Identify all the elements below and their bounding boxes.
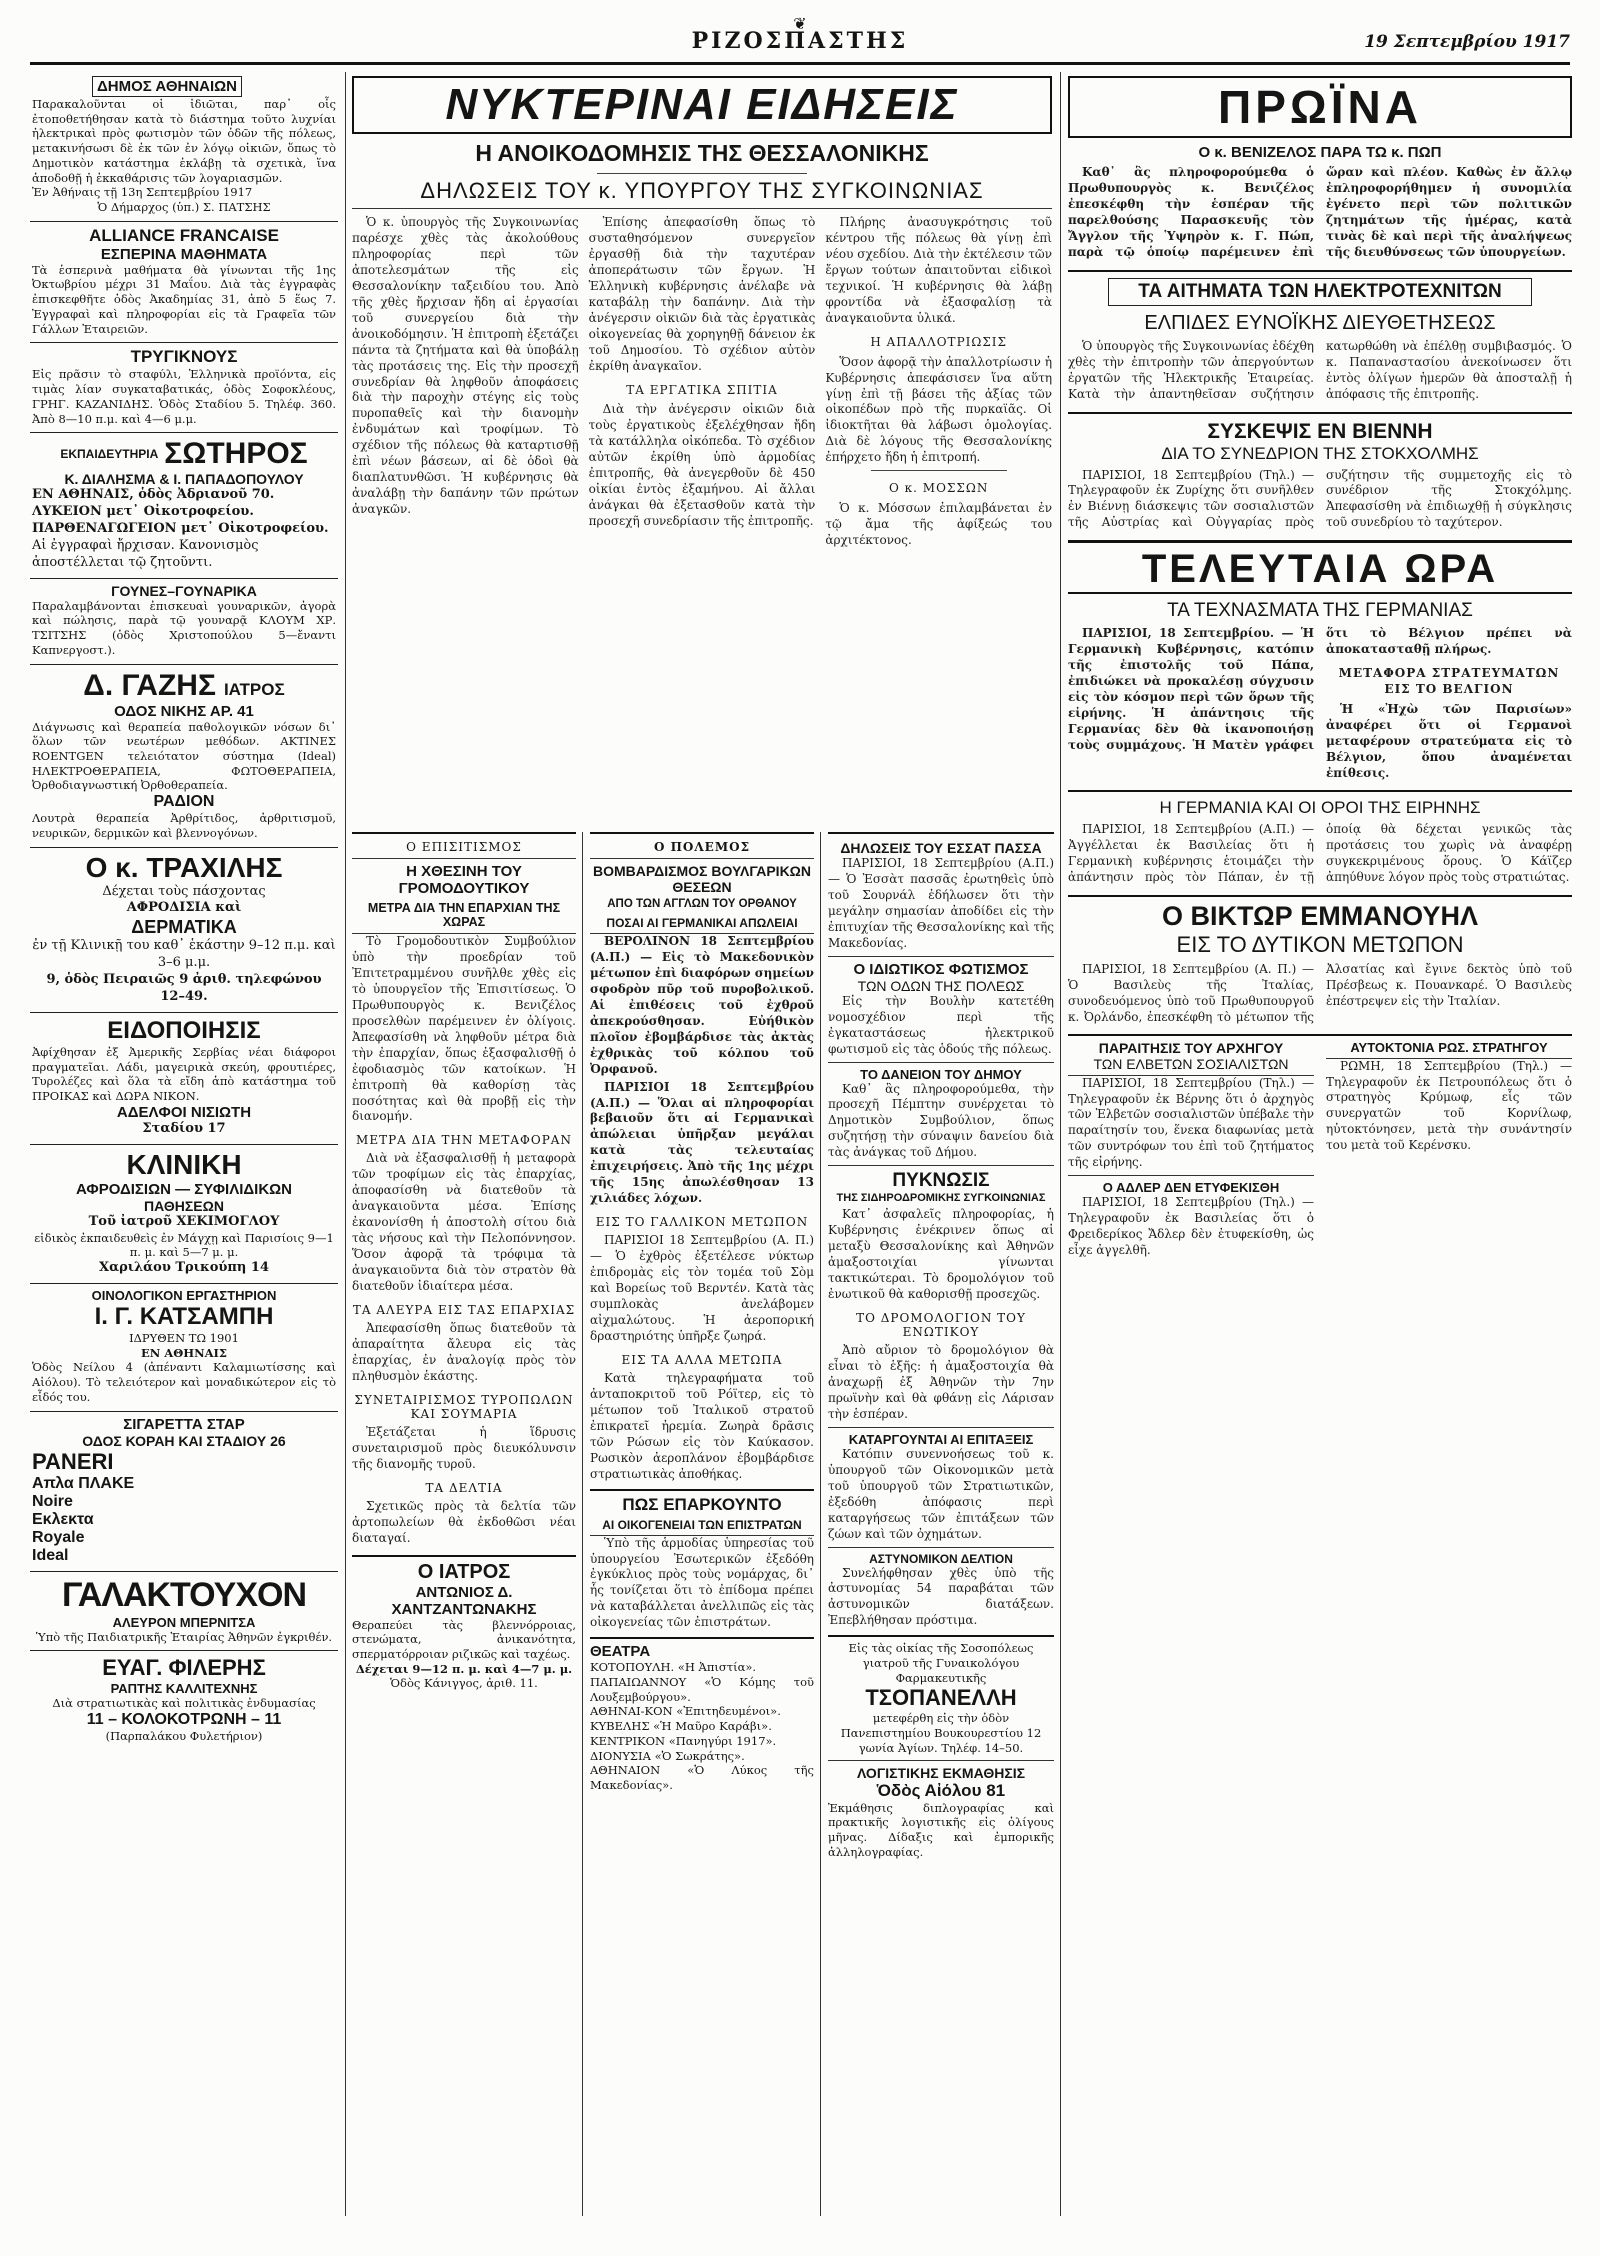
paneri-line: Eκλεκτα bbox=[32, 1510, 94, 1528]
grom-title: Η ΧΘΕΣΙΝΗ ΤΟΥ ΓΡΟΜΟΔΟΥΤΙΚΟΥ bbox=[352, 858, 576, 897]
iatros-name: ΑΝΤΩΝΙΟΣ Δ. ΧΑΝΤΖΑΝΤΩΝΑΚΗΣ bbox=[391, 1583, 537, 1618]
theatre-listing: ΔΙΟΝΥΣΙΑ «Ὁ Σωκράτης». bbox=[590, 1748, 745, 1763]
tsopanelli-title: ΤΣΟΠΑΝΕΛΛΗ bbox=[865, 1685, 1017, 1711]
alla-text: Κατὰ τηλεγραφήματα τοῦ ἀνταποκριτοῦ τοῦ Ρόϊτερ, εἰς τὸ μέτωπον τοῦ Ἰταλικοῦ στρατοῦ ἐπικρατεῖ ἠρεμία. Ζωηρὰ δρᾶσις τῶν Ρώσων εἰς τὸν Καύκασον. Ρωσικὸν ἀεροπλάνον ἐβομβάρδισε στρατιωτικὰς ἀποθήκας. bbox=[590, 1370, 814, 1481]
gazis-role: ΙΑΤΡΟΣ bbox=[223, 679, 285, 699]
eirini-text: ΠΑΡΙΣΙΟΙ, 18 Σεπτεμβρίου (Α.Π.) — Ἀγγέλλεται ἐκ Βασιλείας ὅτι ἡ Γερμανικὴ κυβέρνησις ἑτοιμάζει τὴν ἀπάντησιν πρὸς τὸν Πάπαν, ἐν τῇ ὁποίᾳ θὰ δέχεται γενικῶς τὰς προτάσεις του χωρὶς νὰ ἀναφέρῃ συγκεκριμένους ὅρους. Ὁ Κάϊζερ ἀπηύθυνε λόγον πρὸς τοὺς στρατιώτας. bbox=[1068, 821, 1572, 884]
radion-text: Λουτρὰ θεραπεία Ἀρθρίτιδος, ἀρθριτισμοῦ, νευρικῶν, δερμικῶν καὶ βλεννογόνων. bbox=[32, 811, 336, 840]
fileris-text: Διὰ στρατιωτικὰς καὶ πολιτικὰς ἐνδυμασίας bbox=[52, 1696, 316, 1711]
viktor-text: ΠΑΡΙΣΙΟΙ, 18 Σεπτεμβρίου (Α. Π.) — Ὁ Βασιλεὺς τῆς Ἰταλίας, συνοδευόμενος ὑπὸ τοῦ Πρωθυπουργοῦ κ. Ὀρλάνδο, ἐπεσκέφθη τὸ μέτωπον τῆς Ἀλσατίας καὶ ἔγινε δεκτὸς ὑπὸ τοῦ Πρέσβεως κ. Πουανκαρέ. Ὁ Βασιλεὺς ἐπέστρεψεν εἰς τὴν Ἰταλίαν. bbox=[1068, 961, 1572, 1024]
viennis-text: ΠΑΡΙΣΙΟΙ, 18 Σεπτεμβρίου (Τηλ.) — Τηλεγραφοῦν ἐκ Ζυρίχης ὅτι συνῆλθεν ἐν Βιέννῃ διάσκεψις τῶν σοσιαλιστῶν τῆς Αὐστρίας καὶ Οὐγγαρίας πρὸς συζήτησιν τῆς συμμετοχῆς εἰς τὸ συνέδριον τῆς Στοκχόλμης. Ἀπεφασίσθη νὰ ἐπιδιωχθῇ ἡ σύγκλησις τοῦ συνεδρίου τὸ ταχύτερον. bbox=[1068, 467, 1572, 530]
theatra-box bbox=[590, 1637, 814, 1792]
trygonos-text: Εἰς πρᾶσιν τὸ σταφύλι, Ἑλληνικὰ προϊόντα, εἰς τιμὰς λίαν συγκαταβατικάς, ὁδὸς Σοφοκλέους, ΓΡΗΓ. ΚΑΖΑΝΙΔΗΣ. Ὁδὸς Σταδίου 5. Τηλέφ. 360. Ἀπὸ 8—10 π.μ. καὶ 4—6 μ.μ. bbox=[32, 367, 336, 426]
story1-col3-text: Πλήρης ἀνασυγκρότησις τοῦ κέντρου τῆς πόλεως θὰ γίνῃ ἐπὶ νέου σχεδίου. Διὰ τὴν ἐκτέλεσιν τῶν ἔργων τούτων ἀπαιτοῦνται εἰδικοὶ τεχνικοί. Ἡ κυβέρνησις θὰ λάβῃ φροντίδα νὰ ἐξασφαλίσῃ τὰ ἀναγκαιοῦντα ὑλικά. bbox=[825, 215, 1052, 325]
gounes-ad bbox=[30, 579, 338, 665]
pyknosis-sub: ΤΗΣ ΣΙΔΗΡΟΔΡΟΜΙΚΗΣ ΣΥΓΚΟΙΝΩΝΙΑΣ bbox=[836, 1192, 1046, 1205]
alliance-sub: ΕΣΠΕΡΙΝΑ ΜΑΘΗΜΑΤΑ bbox=[100, 245, 268, 263]
star-addr: ΟΔΟΣ ΚΟΡΑΗ ΚΑΙ ΣΤΑΔΙΟΥ 26 bbox=[82, 1432, 286, 1449]
story1-col1 bbox=[352, 215, 579, 855]
eidopoiisis-text: Ἀφίχθησαν ἐξ Ἀμερικῆς Σερβίας νέαι διάφοροι πραγματεῖαι. Λάδι, μαγειρικὰ σκεύη, φρουτιέρες, Τυρολέζες καὶ ὅλα τὰ εἴδη ἀπὸ κατάστημα τοῦ ΠΡΟΙΚΑΣ καὶ ΔΩΡΑ ΝΙΚΟΝ. bbox=[32, 1044, 336, 1104]
story1-col1-text: Ὁ κ. ὑπουργὸς τῆς Συγκοινωνίας παρέσχε χθὲς τὰς ἀκολούθους πληροφορίας περὶ τῶν ἀποτελεσμάτων τῆς εἰς Θεσσαλονίκην ταξειδίου του. Ἀπὸ τῆς χθὲς ἤρχισαν ἤδη αἱ ἐργασίαι τοῦ συνεργείου διὰ τὴν ἀνοικοδόμησιν. Ἡ ἐπιτροπὴ ἐξετάζει πάντα τὰ ζητήματα καὶ θὰ ὑποβάλῃ τὰς προτάσεις της. Εἰς τὴν προσεχῆ συνεδρίαν θὰ ληφθοῦν ἀποφάσεις διὰ τὴν παροχὴν στέγης εἰς τοὺς πυροπαθεῖς καὶ τὴν διανομὴν ἐνδυμάτων καὶ τροφίμων. Τὸ σχέδιον τῆς πόλεως θὰ καταρτισθῇ ἐπὶ νέων βάσεων, αἱ δὲ ὁδοὶ θὰ διαπλατυνθῶσι. Ἡ κυβέρνησις θὰ ἀναλάβῃ τὴν δαπάνην τῶν πρώτων ἀναγκῶν. bbox=[352, 215, 579, 517]
ilek-text: Ὁ ὑπουργὸς τῆς Συγκοινωνίας ἐδέχθη χθὲς τὴν ἐπιτροπὴν τῶν ἀπεργούντων ἐργατῶν τῆς Ἠλεκτρικῆς Ἑταιρείας. Κατὰ τὴν ἀπαντηθεῖσαν συζήτησιν κατωρθώθη νὰ ἐπέλθῃ συμβιβασμός. Ὁ κ. Παπαναστασίου ἀνεκοίνωσεν ὅτι ἐντὸς ὀλίγων ἡμερῶν θὰ ἀποσταλῇ ἡ ἀπόφασις τῆς ἐπιτροπῆς. bbox=[1068, 338, 1572, 401]
fileris-title: ΕΥΑΓ. ΦΙΛΕΡΗΣ bbox=[102, 1655, 266, 1681]
polemos-label: Ο ΠΟΛΕΜΟΣ bbox=[590, 832, 814, 858]
galaktouchon-ad bbox=[30, 1572, 338, 1652]
star-ad bbox=[30, 1412, 338, 1572]
viktor-story bbox=[1068, 895, 1572, 1026]
kliniki-sub: ΑΦΡΟΔΙΣΙΩΝ — ΣΥΦΙΛΙΔΙΚΩΝ bbox=[75, 1180, 293, 1198]
galaktouchon-title: ΓΑΛΑΚΤΟΥΧΟΝ bbox=[61, 1575, 307, 1614]
viktor-sub: ΕΙΣ ΤΟ ΔΥΤΙΚΟΝ ΜΕΤΩΠΟΝ bbox=[1176, 931, 1464, 957]
eidopoiisis-title: ΕΙΔΟΠΟΙΗΣΙΣ bbox=[107, 1016, 261, 1044]
grom-text2: Διὰ νὰ ἐξασφαλισθῇ ἡ μεταφορὰ τῶν τροφίμων εἰς τὰς ἐπαρχίας, ἀποφασίσθη νὰ διατεθοῦν τὰ ἀναγκαιοῦντα μέσα. Ἐπίσης ἐκανονίσθη ἡ ἀποστολὴ σίτου διὰ τὰς νήσους καὶ τὴν Πελοπόννησον. Ὅσον ἀφορᾷ τὰ τρόφιμα τὰ ἀναγκαιοῦντα διὰ τὸν στρατὸν θὰ διατεθοῦν ἰδιαίτερα μέσα. bbox=[352, 1151, 576, 1294]
story1-title: Η ΑΝΟΙΚΟΔΟΜΗΣΙΣ ΤΗΣ ΘΕΣΣΑΛΟΝΙΚΗΣ bbox=[475, 140, 929, 166]
ilek-sub: ΕΛΠΙΔΕΣ ΕΥΝΟΪΚΗΣ ΔΙΕΥΘΕΤΗΣΕΩΣ bbox=[1144, 311, 1496, 334]
polemos-sub: ΑΠΟ ΤΩΝ ΑΓΓΛΩΝ ΤΟΥ ΟΡΘΑΝΟΥ bbox=[607, 898, 797, 910]
gazis-ad bbox=[30, 665, 338, 848]
daneion-text: Καθ᾽ ἃς πληροφορούμεθα, τὴν προσεχῆ Πέμπτην συνέρχεται τὸ Δημοτικὸν Συμβούλιον, ὅπως συζητήσῃ τὴν σύναψιν δανείου διὰ τὰς ἀνάγκας τοῦ Δήμου. bbox=[828, 1081, 1054, 1160]
polemos-text: ΒΕΡΟΛΙΝΟΝ 18 Σεπτεμβρίου (Α.Π.) — Εἰς τὸ Μακεδονικὸν μέτωπον ἐπὶ διαφόρων σημείων σφοδρὸν πῦρ τοῦ πυροβολικοῦ. Αἱ ἐπιθέσεις τοῦ ἐχθροῦ ἀπεκρούσθησαν. Εὐήθικὸν πλοῖον ἐβομβάρδισε τὰς ἀκτὰς ἐχθρικὰς τοῦ κόλπου τοῦ Ὀρφανοῦ. bbox=[590, 934, 814, 1076]
masthead bbox=[30, 14, 1570, 58]
metafora-sub: ΜΕΤΑΦΟΡΑ ΣΤΡΑΤΕΥΜΑΤΩΝ ΕΙΣ ΤΟ ΒΕΛΓΙΟΝ bbox=[1338, 666, 1560, 697]
grom-text: Τὸ Γρομοδουτικὸν Συμβούλιον ὑπὸ τὴν προεδρίαν τοῦ Ἐπιτετραμμένου συνῆλθε χθὲς εἰς τὸ ὑπουργεῖον τῆς Ἐπισιτίσεως. Ὁ Πρωθυπουργὸς κ. Βενιζέλος προσελθὼν παρέμεινεν ἐν ὀλίγοις. Ἀπεφασίσθη νὰ ληφθοῦν μέτρα διὰ τὴν ἐπαρχίαν, ὅπως ἐξασφαλισθῇ ὁ ἐφοδιασμὸς τῶν κατοίκων. Ἡ ἐπιτροπὴ θὰ καθορίσῃ τὰς ποσότητας καὶ θὰ προβῇ εἰς τὴν διανομήν. bbox=[352, 934, 576, 1124]
metafora-text: Ἡ «Ἠχὼ τῶν Παρισίων» ἀναφέρει ὅτι οἱ Γερμανοὶ μεταφέρουν στρατεύματα εἰς τὸ Βέλγιον, ὅπου ἀναμένεται ἐπίθεσις. bbox=[1326, 702, 1572, 780]
center-col-b bbox=[590, 832, 814, 2216]
soteros-ad bbox=[30, 433, 338, 578]
sait-text: Εἰς τὰς οἰκίας τῆς Σοσοπόλεως γιατροῦ τῆς Γυναικολόγου Φαρμακευτικῆς bbox=[848, 1641, 1034, 1685]
grom-sub4b: ΚΑΙ ΣΟΥΜΑΡΙΑ bbox=[410, 1406, 518, 1421]
alliance-title: ALLIANCE FRANCAISE bbox=[89, 225, 279, 245]
iatros-addr: Ὁδὸς Κάνιγγος, ἀριθ. 11. bbox=[390, 1676, 538, 1691]
paraitisis-text: ΠΑΡΙΣΙΟΙ, 18 Σεπτεμβρίου (Τηλ.) — Τηλεγραφοῦν ἐκ Βέρνης ὅτι ὁ ἀρχηγὸς τῶν Ἐλβετῶν σοσιαλιστῶν ὑπέβαλε τὴν παραίτησίν του, ἕνεκα διαφωνίας μετὰ τῶν συντρόφων του ἐπὶ τοῦ ζητήματος τῆς εἰρήνης. bbox=[1068, 1075, 1314, 1170]
iatros-ad bbox=[352, 1555, 576, 1692]
adler-title: Ο ΑΔΛΕΡ ΔΕΝ ΕΤΥΦΕΚΙΣΘΗ bbox=[1068, 1175, 1314, 1195]
dimos-sign: Ὁ Δήμαρχος (ὑπ.) Σ. ΠΑΤΣΗΣ bbox=[97, 200, 271, 215]
aftoktonia-title: ΑΥΤΟΚΤΟΝΙΑ ΡΩΣ. ΣΤΡΑΤΗΓΟΥ bbox=[1326, 1040, 1572, 1059]
right-section bbox=[1068, 72, 1572, 2216]
soteros-note: Αἱ ἐγγραφαὶ ἤρχισαν. Κανονισμὸς ἀποστέλλεται τῷ ζητοῦντι. bbox=[32, 537, 259, 570]
story1-sub: ΔΗΛΩΣΕΙΣ ΤΟΥ κ. ΥΠΟΥΡΓΟΥ ΤΗΣ ΣΥΓΚΟΙΝΩΝΙΑΣ bbox=[352, 178, 1052, 209]
teleftaia-story bbox=[1068, 540, 1572, 782]
fileris-sub: ΡΑΠΤΗΣ ΚΑΛΛΙΤΕΧΝΗΣ bbox=[110, 1681, 258, 1697]
paneri-title: PANERI bbox=[32, 1448, 114, 1474]
mosson-text: Ὁ κ. Μόσσων ἐπιλαμβάνεται ἐν τῷ ἄμα τῆς ἀφίξεώς του ἀρχιτέκτονος. bbox=[825, 501, 1052, 548]
teleftaia-title: ΤΕΛΕΥΤΑΙΑ ΩΡΑ bbox=[1068, 547, 1572, 594]
alliance-ad bbox=[30, 222, 338, 344]
theatre-listing: ΚΟΤΟΠΟΥΛΗ. «Η Ἀπιστία». bbox=[590, 1660, 757, 1675]
logistiki-addr: Ὁδὸς Αἰόλου 81 bbox=[876, 1780, 1006, 1800]
theatre-listing: ΑΘΗΝΑΙΟΝ «Ὁ Λύκος τῆς Μακεδονίας». bbox=[590, 1763, 814, 1793]
rule bbox=[871, 470, 1007, 471]
trachilis-l1: Δέχεται τοὺς πάσχοντας bbox=[102, 883, 266, 899]
tsopanelli-text: μετεφέρθη εἰς τὴν ὁδὸν Πανεπιστημίου Βουκουρεστίου 12 γωνία Ἀγίων. Τηλέφ. 14–50. bbox=[840, 1711, 1042, 1755]
center-col-c bbox=[828, 832, 1054, 2216]
fileris-ad bbox=[30, 1651, 338, 1749]
katargountai-text: Κατόπιν συνεννοήσεως τοῦ κ. ὑπουργοῦ τῶν Οἰκονομικῶν μετὰ τοῦ ὑπουργοῦ τῶν Στρατιωτικῶν, ἐξεδόθη ἀπόφασις περὶ καταργήσεως τῶν ἐπιτάξεων τῶν ζώων καὶ τῶν ὀχημάτων. bbox=[828, 1446, 1054, 1541]
kliniki-doc: Τοῦ ἰατροῦ ΧΕΚΙΜΟΓΛΟΥ bbox=[88, 1213, 280, 1229]
grom-sub5: ΤΑ ΔΕΛΤΙΑ bbox=[425, 1480, 503, 1495]
kliniki-sub2: ΠΑΘΗΣΕΩΝ bbox=[144, 1197, 224, 1214]
proina-box bbox=[1068, 76, 1572, 138]
grom-sub2: ΜΕΤΡΑ ΔΙΑ ΤΗΝ ΜΕΤΑΦΟΡΑΝ bbox=[356, 1133, 572, 1148]
polemos-title: ΒΟΜΒΑΡΔΙΣΜΟΣ ΒΟΥΛΓΑΡΙΚΩΝ ΘΕΣΕΩΝ bbox=[590, 858, 814, 895]
soteros-name: ΣΩΤΗΡΟΣ bbox=[164, 437, 308, 471]
eparchies-title: ΠΩΣ ΕΠΑΡΚΟΥΝΤΟ bbox=[622, 1494, 782, 1514]
logistiki-text: Ἐκμάθησις διπλογραφίας καὶ πρακτικῆς λογιστικῆς εἰς ὀλίγους μῆνας. Δίδαξις καὶ ἐμπορικῆς ἀλληλογραφίας. bbox=[828, 1800, 1054, 1859]
ornament-icon: ❦ bbox=[793, 14, 807, 33]
story1-sub2: ΤΑ ΕΡΓΑΤΙΚΑ ΣΠΙΤΙΑ bbox=[626, 382, 778, 397]
paneri-line: Noire bbox=[32, 1492, 73, 1510]
center-col-a bbox=[352, 832, 576, 2216]
pyknosis-title: ΠΥΚΝΩΣΙΣ bbox=[828, 1165, 1054, 1192]
masthead-rule bbox=[30, 62, 1570, 65]
logistiki-title: ΛΟΓΙΣΤΙΚΗΣ ΕΚΜΑΘΗΣΙΣ bbox=[856, 1764, 1026, 1781]
theatre-listing: ΠΑΠΑΙΩΑΝΝΟΥ «Ὁ Κόμης τοῦ Λουξεμβούργου». bbox=[590, 1674, 814, 1704]
trachilis-ad bbox=[30, 848, 338, 1013]
gazis-addr: ΟΔΟΣ ΝΙΚΗΣ ΑΡ. 41 bbox=[114, 702, 254, 720]
soteros-parthenagogeion: ΠΑΡΘΕΝΑΓΩΓΕΙΟΝ μετ᾽ Οἰκοτροφείου. bbox=[32, 521, 329, 536]
grom-sub4: ΣΥΝΕΤΑΙΡΙΣΜΟΣ ΤΥΡΟΠΩΛΩΝ bbox=[354, 1392, 574, 1407]
column-divider bbox=[1060, 72, 1061, 2216]
alla-sub: ΕΙΣ ΤΑ ΑΛΛΑ ΜΕΤΩΠΑ bbox=[621, 1352, 783, 1367]
trachilis-l2: ΑΦΡΟΔΙΣΙΑ καὶ bbox=[126, 900, 242, 916]
viennis-sub: ΔΙΑ ΤΟ ΣΥΝΕΔΡΙΟΝ ΤΗΣ ΣΤΟΚΧΟΛΜΗΣ bbox=[1161, 443, 1479, 463]
oino-ad bbox=[30, 1284, 338, 1412]
fotismos-sub: ΤΩΝ ΟΔΩΝ ΤΗΣ ΠΟΛΕΩΣ bbox=[857, 977, 1025, 994]
story1-columns bbox=[352, 215, 1052, 855]
soteros-athens: ΕΝ ΑΘΗΝΑΙΣ, ὁδὸς Ἀδριανοῦ 70. bbox=[32, 487, 275, 503]
eidopoiisis-addr: Σταδίου 17 bbox=[142, 1120, 226, 1136]
eparchies-text: Ὑπὸ τῆς ἁρμοδίας ὑπηρεσίας τοῦ ὑπουργείου Ἐσωτερικῶν ἐξεδόθη ἐγκύκλιος πρὸς τοὺς νομάρχας, δι᾽ ἧς τονίζεται ὅτι τὸ ἐπίδομα πρέπει νὰ καταβάλλεται ἀνελλιπῶς εἰς τὰς οἰκογενείας τῶν ἐπιστράτων. bbox=[590, 1535, 814, 1630]
paneri-line: Ideal bbox=[32, 1546, 69, 1564]
dimos-title: ΔΗΜΟΣ ΑΘΗΝΑΙΩΝ bbox=[92, 76, 242, 97]
astynomikon-text: Συνελήφθησαν χθὲς ὑπὸ τῆς ἀστυνομίας 54 παραβάται τῶν ἀστυνομικῶν διατάξεων. Ἐπεβλήθησαν πρόστιμα. bbox=[828, 1565, 1054, 1628]
oino-title: ΟΙΝΟΛΟΓΙΚΟΝ ΕΡΓΑΣΤΗΡΙΟΝ bbox=[91, 1287, 277, 1303]
logistiki-ad bbox=[828, 1760, 1054, 1860]
daneion-title: ΤΟ ΔΑΝΕΙΟΝ ΤΟΥ ΔΗΜΟΥ bbox=[828, 1062, 1054, 1082]
eparchies-sub: ΑΙ ΟΙΚΟΓΕΝΕΙΑΙ ΤΩΝ ΕΠΙΣΤΡΑΤΩΝ bbox=[590, 1515, 814, 1536]
katargountai-title: ΚΑΤΑΡΓΟΥΝΤΑΙ ΑΙ ΕΠΙΤΑΞΕΙΣ bbox=[828, 1427, 1054, 1447]
ilek-title: ΤΑ ΑΙΤΗΜΑΤΑ ΤΩΝ ΗΛΕΚΤΡΟΤΕΧΝΙΤΩΝ bbox=[1108, 278, 1532, 306]
story1-col3b-text: Ὅσον ἀφορᾷ τὴν ἀπαλλοτρίωσιν ἡ Κυβέρνησις ἀπεφάσισεν ἵνα αὕτη γίνῃ ἐπὶ τῇ βάσει τῆς ἀξίας τῶν οἰκοπέδων πρὸ τῆς πυρκαϊᾶς. Οἱ ἰδιοκτῆται θὰ λάβωσι ὁμολογίας. Διὰ δὲ λόγους τῆς Θεσσαλονίκης ἐπήρχετο ἤδη ἡ ἐπιτροπή. bbox=[825, 354, 1052, 465]
grom-text4: Ἐξετάζεται ἡ ἵδρυσις συνεταιρισμοῦ πρὸς διευκόλυνσιν τῆς διανομῆς τυροῦ. bbox=[352, 1424, 576, 1471]
viktor-title: Ο ΒΙΚΤΩΡ ΕΜΜΑΝΟΥΗΛ bbox=[1162, 900, 1478, 931]
trygonos-title: ΤΡΥΓΙΚΝΟΥΣ bbox=[130, 347, 238, 367]
polemos-sub2: ΠΟΣΑΙ ΑΙ ΓΕΡΜΑΝΙΚΑΙ ΑΠΩΛΕΙΑΙ bbox=[590, 913, 814, 934]
soteros-pre: ΕΚΠΑΙΔΕΥΤΗΡΙΑ bbox=[60, 447, 159, 462]
pyknosis-text: Κατ᾽ ἀσφαλεῖς πληροφορίας, ἡ Κυβέρνησις ἐνέκρινεν ὅπως αἱ μεταξὺ Θεσσαλονίκης καὶ Ἀθηνῶν ἀμαξοστοιχίαι γίνωνται τακτικώτεραι. Τὸ δρομολόγιον τοῦ ἐνωτικοῦ θὰ καθορισθῇ προσεχῶς. bbox=[828, 1207, 1054, 1302]
polemos-text2: ΠΑΡΙΣΙΟΙ 18 Σεπτεμβρίου (Α.Π.) — Ὅλαι αἱ πληροφορίαι βεβαιοῦν ὅτι αἱ Γερμανικαὶ ἀπώλειαι ὑπῆρξαν μεγάλαι κατὰ τὰς τελευταίας ἐπιχειρήσεις. Ἀπὸ τῆς 1ης μέχρι τῆς 15ης ἀπωλέσθησαν 13 χιλιάδες λόχων. bbox=[590, 1079, 814, 1206]
grom-text3: Ἀπεφασίσθη ὅπως διατεθοῦν τὰ ἀπαραίτητα ἄλευρα εἰς τὰς ἐπαρχίας, ἐν ἀναλογίᾳ πρὸς τὸν πληθυσμὸν ἑκάστης. bbox=[352, 1321, 576, 1383]
soteros-lyceum: ΛΥΚΕΙΟΝ μετ᾽ Οἰκοτροφείου. bbox=[32, 504, 254, 520]
main-title-box bbox=[352, 76, 1052, 134]
grom-sub: ΜΕΤΡΑ ΔΙΑ ΤΗΝ ΕΠΑΡΧΙΑΝ ΤΗΣ ΧΩΡΑΣ bbox=[352, 897, 576, 934]
trachilis-name: Ο κ. ΤΡΑΧΙΛΗΣ bbox=[85, 851, 283, 883]
story1-col2b-text: Διὰ τὴν ἀνέγερσιν οἰκιῶν διὰ τοὺς ἐργατικοὺς ἐξελέχθησαν ἤδη τὰ κατάλληλα οἰκόπεδα. Τὸ σχέδιον αὐτῶν ἐκρίθη ὑπὸ ἁρμοδίας ἐπιτροπῆς, θὰ ἀνεγερθοῦν δὲ 450 οἰκίαι ἐντὸς ἐξαμήνου. Αἱ ἄλλαι ἀνάγκαι θὰ ἐξετασθοῦν κατὰ τὴν προσεχῆ συνεδρίασιν τῆς ἐπιτροπῆς. bbox=[588, 402, 816, 529]
proina-text: Καθ᾽ ἃς πληροφορούμεθα ὁ Πρωθυπουργὸς κ. Βενιζέλος ἐπεσκέφθη τὴν ἑσπέραν τῆς παρελθούσης Παρασκευῆς τὸν Ἄγγλον τῆς Ὑψηρὸν κ. Γ. Πώπ, παρὰ τῷ ὁποίῳ παρέμεινεν ἐπὶ ὥραν καὶ πλέον. Καθὼς ἐν ἄλλῳ ἐπληροφορήθημεν ἡ συνομιλία ἐγένετο περὶ τῶν πολιτικῶν ζητημάτων τῆς ἡμέρας, κατὰ τινὰς δὲ καὶ περὶ τῆς ἀναλήψεως τῆς διευθύνσεως τῶν ὑπουργείων. bbox=[1068, 165, 1572, 259]
ilek-story bbox=[1068, 270, 1572, 404]
dimos-text: Παρακαλοῦνται οἱ ἰδιῶται, παρ᾽ οἷς ἐτοποθετήθησαν κατὰ τὸ διάστημα τοῦτο λυχνίαι ἠλεκτρικαὶ πρὸς φωτισμὸν τῶν ὁδῶν τῆς πόλεως, μετακινήσωσι δὲ ἐκ τῶν ἐν λόγῳ οἰκιῶν, ὅπως τὸ Δημοτικὸν κατάστημα ἐκλάβῃ τὰ σχετικὰ, ἵνα ἀποδοθῇ ἡ ἐκκαθάρισις τῶν λογαριασμῶν. bbox=[32, 97, 336, 185]
theatra-title: ΘΕΑΤΡΑ bbox=[590, 1643, 651, 1661]
mosson-sub: Ο κ. ΜΟΣΣΩΝ bbox=[889, 481, 989, 496]
gallikon-text: ΠΑΡΙΣΙΟΙ 18 Σεπτεμβρίου (Α. Π.) — Ὁ ἐχθρὸς ἐξετέλεσε νύκτωρ ἐπιδρομὰς εἰς τὸν τομέα τοῦ Σὸμ καὶ Βορείως τοῦ Βερντέν. Κατὰ τὰς συμπλοκὰς ἀνελάβομεν αἰχμαλώτους. Ἡ ἀεροπορική δραστηριότης ὑπῆρξε ζωηρά. bbox=[590, 1233, 814, 1343]
story1-sub3: Η ΑΠΑΛΛΟΤΡΙΩΣΙΣ bbox=[870, 334, 1008, 349]
story1-col2-text: Ἐπίσης ἀπεφασίσθη ὅπως τὸ συσταθησόμενον συνεργεῖον ἐργασθῇ διὰ τὴν ταχυτέραν ἀποπεράτωσιν τῶν ἔργων. Ἡ Ἑλληνικὴ κυβέρνησις ἀνέλαβε νὰ καταβάλῃ τὴν δαπάνην. Διὰ τὴν ἀνέγερσιν οἰκιῶν διὰ τὰς ἐργατικὰς οἰκογενείας θὰ χορηγηθῇ δάνειον ἐκ τοῦ Δημοσίου. Τὸ σχέδιον αὐτὸν ἐκρίθη ἀναγκαῖον. bbox=[588, 215, 816, 373]
iatros-title: Ο ΙΑΤΡΟΣ bbox=[417, 1560, 511, 1583]
oino-year: ΙΔΡΥΘΕΝ ΤΩ 1901 bbox=[129, 1330, 239, 1345]
fileris-note: (Παρπαλάκου Φυλετήριον) bbox=[105, 1728, 263, 1743]
gounes-title: ΓΟΥΝΕΣ–ΓΟΥΝΑΡΙΚΑ bbox=[111, 582, 257, 599]
proina-sub: Ο κ. ΒΕΝΙΖΕΛΟΣ ΠΑΡΑ ΤΩ κ. ΠΩΠ bbox=[1198, 144, 1442, 161]
paraitisis-sub: ΤΩΝ ΕΛΒΕΤΩΝ ΣΟΣΙΑΛΙΣΤΩΝ bbox=[1068, 1056, 1314, 1076]
right-bottom bbox=[1068, 1034, 1572, 1262]
fotismos-text: Εἰς τὴν Βουλὴν κατετέθη νομοσχέδιον περὶ τῆς ἐγκαταστάσεως ἠλεκτρικοῦ φωτισμοῦ εἰς τὰς ὁδούς τῆς πόλεως. bbox=[828, 993, 1054, 1056]
adler-text: ΠΑΡΙΣΙΟΙ, 18 Σεπτεμβρίου (Τηλ.) — Τηλεγραφοῦν ἐκ Βασιλείας ὅτι ὁ Φρειδερίκος Ἄδλερ δὲν ἐτυφεκίσθη, ὡς εἶχε ἀγγελθῆ. bbox=[1068, 1195, 1314, 1258]
fileris-addr: 11 – ΚΟΛΟΚΟΤΡΩΝΗ – 11 bbox=[86, 1710, 282, 1728]
galaktouchon-sub: ΑΛΕΥΡΟΝ ΜΠΕΡΝΙΤΣΑ bbox=[112, 1614, 256, 1630]
viennis-story bbox=[1068, 412, 1572, 533]
paraitisis-story bbox=[1068, 1040, 1314, 1262]
oino-name: Ι. Γ. ΚΑΤΣΑΜΠΗ bbox=[94, 1302, 274, 1330]
theatre-listing: ΚΥΒΕΛΗΣ «Ἡ Μαῦρο Καράβι». bbox=[590, 1719, 772, 1734]
issue-date: 19 Σεπτεμβρίου 1917 bbox=[1364, 32, 1570, 52]
gazis-name: Δ. ΓΑΖΗΣ bbox=[83, 668, 216, 702]
kliniki-title: ΚΛΙΝΙΚΗ bbox=[126, 1148, 242, 1180]
paneri-line: Απλα ΠΛΑΚΕ bbox=[32, 1474, 135, 1492]
column-divider bbox=[345, 72, 346, 2216]
alliance-text: Τὰ ἑσπερινὰ μαθήματα θὰ γίνωνται τῆς 1ης Ὀκτωβρίου μέχρι 31 Μαΐου. Διὰ τὰς ἐγγραφὰς ἐπισκεφθῆτε ὁδὸς Ἀκαδημίας 31, ἀπὸ 5 ἕως 7. Ἐγγραφαὶ καὶ πληροφορίαι εἰς τὰ Γραφεῖα τῶν Γάλλων Ἑταιρειῶν. bbox=[32, 262, 336, 336]
tsopanelli-ad bbox=[828, 1635, 1054, 1755]
oino-city: ΕΝ ΑΘΗΝΑΙΣ bbox=[140, 1345, 228, 1360]
gallikon-sub: ΕΙΣ ΤΟ ΓΑΛΛΙΚΟΝ ΜΕΤΩΠΟΝ bbox=[595, 1215, 809, 1230]
pyknosis-text2: Ἀπὸ αὔριον τὸ δρομολόγιον θὰ εἶναι τὸ ἑξῆς: ἡ ἀμαξοστοιχία θὰ ἀναχωρῇ ἐξ Ἀθηνῶν τὴν 7ην πρωϊνὴν καὶ θὰ φθάνῃ εἰς Λάρισαν τὴν ἑσπέραν. bbox=[828, 1343, 1054, 1421]
oino-text: Ὁδὸς Νείλου 4 (ἀπέναντι Καλαμιωτίσσης καὶ Αἰόλου). Τὸ τελειότερον καὶ μοναδικώτερον εἰς τὸ εἶδός του. bbox=[32, 1360, 336, 1404]
paneri-list bbox=[32, 1475, 336, 1565]
teleftaia-text: ΠΑΡΙΣΙΟΙ, 18 Σεπτεμβρίου. — Ἡ Γερμανικὴ Κυβέρνησις, κατόπιν τῆς ἐπιστολῆς τοῦ Πάπα, ἐπιδιώκει νὰ προκαλέσῃ σύγχυσιν εἰς τὸν κόσμον περὶ τῶν ὅρων τῆς εἰρήνης. Ἡ ἀπάντησις τῆς Γερμανίας δὲν θὰ ἱκανοποιήσῃ τοὺς συμμάχους. Ἡ Ματὲν γράφει ὅτι τὸ Βέλγιον πρέπει νὰ ἀποκατασταθῇ πλήρως. bbox=[1068, 626, 1572, 753]
theatre-listing: ΚΕΝΤΡΙΚΟΝ «Πανηγύρι 1917». bbox=[590, 1733, 777, 1748]
grom-sub3: ΤΑ ΑΛΕΥΡΑ ΕΙΣ ΤΑΣ ΕΠΑΡΧΙΑΣ bbox=[352, 1303, 576, 1318]
iatros-hours: Δέχεται 9—12 π. μ. καὶ 4—7 μ. μ. bbox=[355, 1661, 573, 1676]
aftoktonia-text: ΡΩΜΗ, 18 Σεπτεμβρίου (Τηλ.) — Τηλεγραφοῦν ἐκ Πετρουπόλεως ὅτι ὁ στρατηγὸς Κρύμωφ, εἷς τῶν συνεργατῶν τοῦ Κορνίλωφ, ηὐτοκτόνησεν, μετὰ τὴν συνάντησίν του μετὰ τοῦ Κερένσκυ. bbox=[1326, 1058, 1572, 1153]
proina-title: ΠΡΩΪΝΑ bbox=[1217, 81, 1422, 133]
grom-text5: Σχετικῶς πρὸς τὰ δελτία τῶν ἀρτοπωλείων θὰ ἐκδοθῶσι νέαι διαταγαί. bbox=[352, 1498, 576, 1545]
trygonos-ad bbox=[30, 343, 338, 433]
kliniki-addr: Χαριλάου Τρικούπη 14 bbox=[99, 1260, 269, 1276]
radion-title: ΡΑΔΙΟΝ bbox=[153, 793, 215, 811]
star-title: ΣΙΓΑΡΕΤΤΑ ΣΤΑΡ bbox=[123, 1415, 245, 1433]
eirini-story bbox=[1068, 790, 1572, 887]
eparchies-story bbox=[590, 1489, 814, 1632]
story1-col3 bbox=[825, 215, 1052, 855]
dimos-date: Ἐν Ἀθήναις τῇ 13η Σεπτεμβρίου 1917 bbox=[32, 185, 253, 200]
gounes-text: Παραλαμβάνονται ἐπισκευαὶ γουναρικῶν, ἀγορὰ καὶ πώλησις, παρὰ τῷ γουναρᾷ ΚΛΟΥΜ ΧΡ. ΤΣΙΤΣΗΣ (ὁδὸς Χριστοπούλου 5—ἔναντι Καπνεργοστ.). bbox=[32, 598, 336, 657]
soteros-names: Κ. ΔΙΑΛΗΣΜΑ & Ι. ΠΑΠΑΔΟΠΟΥΛΟΥ bbox=[64, 471, 304, 488]
iatros-text: Θεραπεύει τὰς βλεννόρροιας, στενώματα, ἀνικανότητα, σπερματόρροιαν ριζικῶς καὶ ταχέως. bbox=[352, 1617, 576, 1661]
kliniki-ad bbox=[30, 1145, 338, 1284]
pyknosis-sub2: ΤΟ ΔΡΟΜΟΛΟΓΙΟΝ ΤΟΥ ΕΝΩΤΙΚΟΥ bbox=[856, 1311, 1026, 1340]
dilosis-title: ΔΗΛΩΣΕΙΣ ΤΟΥ ΕΣΣΑΤ ΠΑΣΣΑ bbox=[828, 832, 1054, 856]
eirini-title: Η ΓΕΡΜΑΝΙΑ ΚΑΙ ΟΙ ΟΡΟΙ ΤΗΣ ΕΙΡΗΝΗΣ bbox=[1159, 797, 1481, 817]
viennis-title: ΣΥΣΚΕΨΙΣ ΕΝ ΒΙΕΝΝΗ bbox=[1207, 419, 1433, 443]
story1-col2 bbox=[589, 215, 816, 855]
fotismos-title: Ο ΙΔΙΩΤΙΚΟΣ ΦΩΤΙΣΜΟΣ bbox=[828, 956, 1054, 978]
dimos-notice bbox=[30, 72, 338, 222]
theatre-listing: ΑΘΗΝΑΙ-ΚΟΝ «Ἐπιτηδευμένοι». bbox=[590, 1704, 781, 1719]
trachilis-l5: 9, ὁδὸς Πειραιῶς 9 ἀριθ. τηλεφώνου 12–49. bbox=[46, 972, 322, 1005]
rule bbox=[597, 173, 807, 174]
eidopoiisis-ad bbox=[30, 1013, 338, 1145]
epis-label: Ο ΕΠΙΣΙΤΙΣΜΟΣ bbox=[352, 832, 576, 858]
left-ads-column bbox=[30, 72, 338, 2216]
teleftaia-sub: ΤΑ ΤΕΧΝΑΣΜΑΤΑ ΤΗΣ ΓΕΡΜΑΝΙΑΣ bbox=[1167, 600, 1473, 622]
kliniki-text: εἰδικὸς ἐκπαιδευθεὶς ἐν Μάγχῃ καὶ Παρισίοις 9—1 π. μ. καὶ 5—7 μ. μ. bbox=[34, 1230, 334, 1260]
trachilis-l4: ἐν τῇ Κλινικῇ του καθ᾽ ἑκάστην 9–12 π.μ. καὶ 3–6 μ.μ. bbox=[32, 938, 336, 971]
gazis-text: Διάγνωσις καὶ θεραπεία παθολογικῶν νόσων δι᾽ ὅλων τῶν νεωτέρων μεθόδων. ΑΚΤΙΝΕΣ ROENTGEN τελειότατον σύστημα (Ideal) ΗΛΕΚΤΡΟΘΕΡΑΠΕΙΑ, ΦΩΤΟΘΕΡΑΠΕΙΑ, Ὀρθοδιαγνωστική Ὀρθοθεραπεία. bbox=[32, 719, 336, 793]
astynomikon-title: ΑΣΤΥΝΟΜΙΚΟΝ ΔΕΛΤΙΟΝ bbox=[828, 1547, 1054, 1566]
paraitisis-title: ΠΑΡΑΙΤΗΣΙΣ ΤΟΥ ΑΡΧΗΓΟΥ bbox=[1098, 1039, 1284, 1056]
eidopoiisis-sign: ΑΔΕΛΦΟΙ ΝΙΣΙΩΤΗ bbox=[116, 1103, 252, 1121]
paper-title: ΡΙΖΟΣΠΑΣΤΗΣ bbox=[691, 28, 909, 54]
theatra-list bbox=[590, 1660, 814, 1792]
main-title: ΝΥΚΤΕΡΙΝΑΙ ΕΙΔΗΣΕΙΣ bbox=[445, 80, 959, 129]
galaktouchon-text: Ὑπὸ τῆς Παιδιατρικῆς Ἑταιρίας Ἀθηνῶν ἐγκριθέν. bbox=[35, 1629, 333, 1644]
trachilis-l3: ΔΕΡΜΑΤΙΚΑ bbox=[131, 917, 237, 938]
aftoktonia-story bbox=[1326, 1040, 1572, 1262]
paneri-line: Royale bbox=[32, 1528, 85, 1546]
dilosis-text: ΠΑΡΙΣΙΟΙ, 18 Σεπτεμβρίου (Α.Π.) — Ὁ Ἐσσὰτ πασσᾶς ἐρωτηθεὶς ὑπὸ τοῦ Σουρνάλ ἐδήλωσεν ὅτι τὴν μεγάλην σημασίαν ἀποδίδει εἰς τὴν ἐπιτυχίαν τῆς Θεσσαλονίκης καὶ τῆς Μακεδονίας. bbox=[828, 856, 1054, 950]
